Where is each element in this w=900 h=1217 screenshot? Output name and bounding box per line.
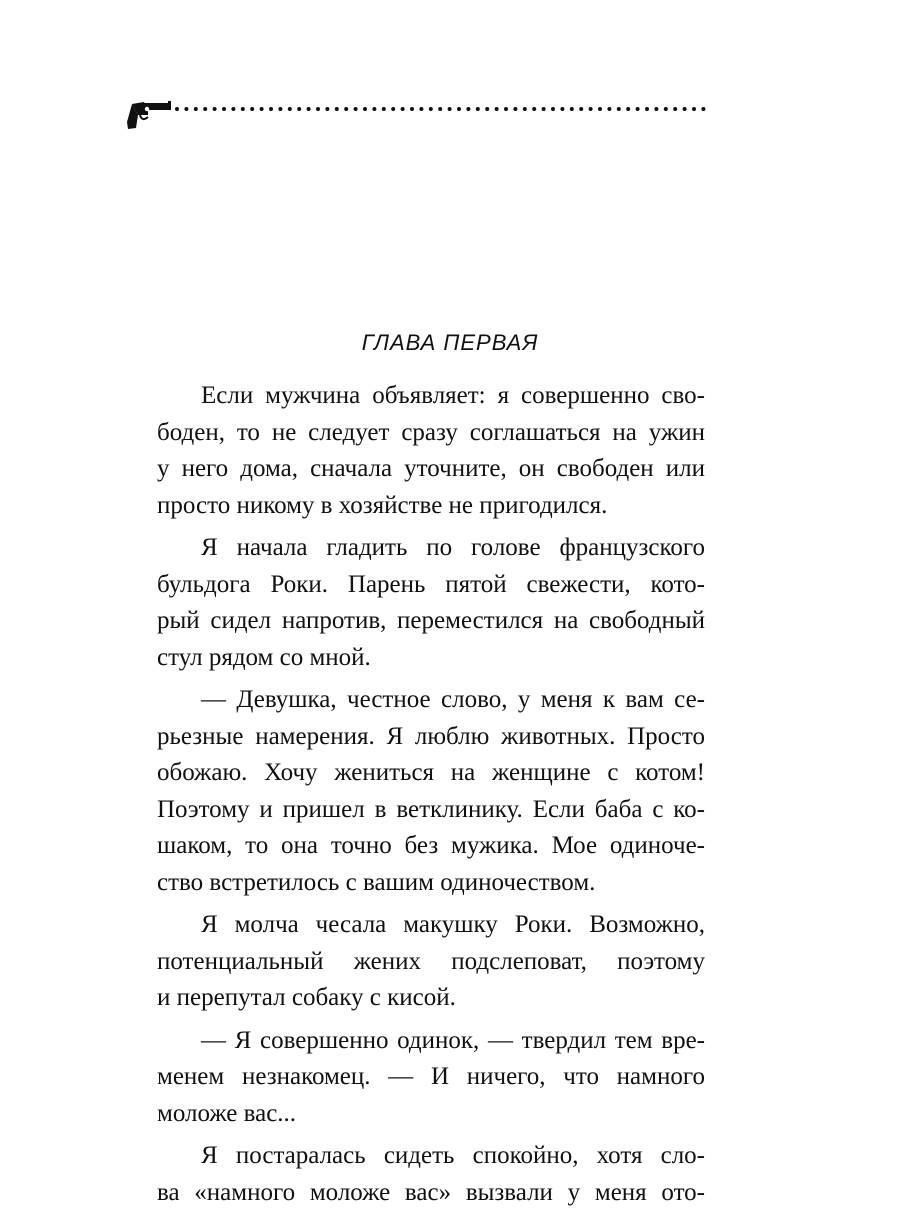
text-line: Я начала гладить по голове французского: [201, 534, 705, 561]
text-line: боден, то не следует сразу соглашаться на ужин: [157, 418, 705, 446]
paragraph: [157, 907, 705, 1017]
text-line: бульдога Роки. Парень пятой свежести, кото-: [157, 570, 705, 598]
text-line: ство встретилось с вашим одиночеством.: [157, 868, 596, 896]
text-line: рый сидел напротив, переместился на свободный: [157, 607, 705, 634]
text-line: моложе вас...: [157, 1099, 297, 1127]
paragraph: [157, 378, 705, 524]
text-line: менем незнакомец. — И ничего, что намного: [157, 1063, 705, 1090]
paragraph: [157, 682, 705, 901]
text-line: Я молча чесала макушку Роки. Возможно,: [201, 911, 705, 938]
text-line: шаком, то она точно без мужика. Мое одиноче-: [157, 832, 705, 859]
text-line: — Девушка, честное слово, у меня к вам се-: [201, 686, 705, 713]
text-line: стул рядом со мной.: [157, 643, 371, 671]
text-line: рьезные намерения. Я люблю животных. Просто: [157, 722, 705, 750]
text-line: Я постаралась сидеть спокойно, хотя сло-: [201, 1142, 705, 1169]
paragraph: [157, 1023, 705, 1133]
body-text: [157, 378, 705, 1217]
revolver-icon: [126, 98, 172, 134]
text-line: просто никому в хозяйстве не пригодился.: [157, 491, 608, 519]
dotted-rule: [174, 106, 710, 112]
text-line: обожаю. Хочу жениться на женщине с котом!: [157, 759, 705, 786]
text-line: у него дома, сначала уточните, он свободен или: [157, 455, 705, 482]
text-line: потенциальный жених подслеповат, поэтому: [157, 947, 705, 975]
text-line: ва «намного моложе вас» вызвали у меня ото-: [157, 1178, 705, 1206]
paragraph: [157, 530, 705, 676]
text-line: Поэтому и пришел в ветклинику. Если баба с ко-: [157, 795, 705, 823]
header-ornament: [126, 98, 710, 138]
text-line: и перепутал собаку с кисой.: [157, 984, 456, 1011]
text-line: Если мужчина объявляет: я совершенно сво-: [201, 382, 705, 409]
paragraph: [157, 1138, 705, 1211]
chapter-title: ГЛАВА ПЕРВАЯ: [361, 330, 539, 355]
text-line: — Я совершенно одинок, — твердил тем вре-: [201, 1026, 705, 1054]
